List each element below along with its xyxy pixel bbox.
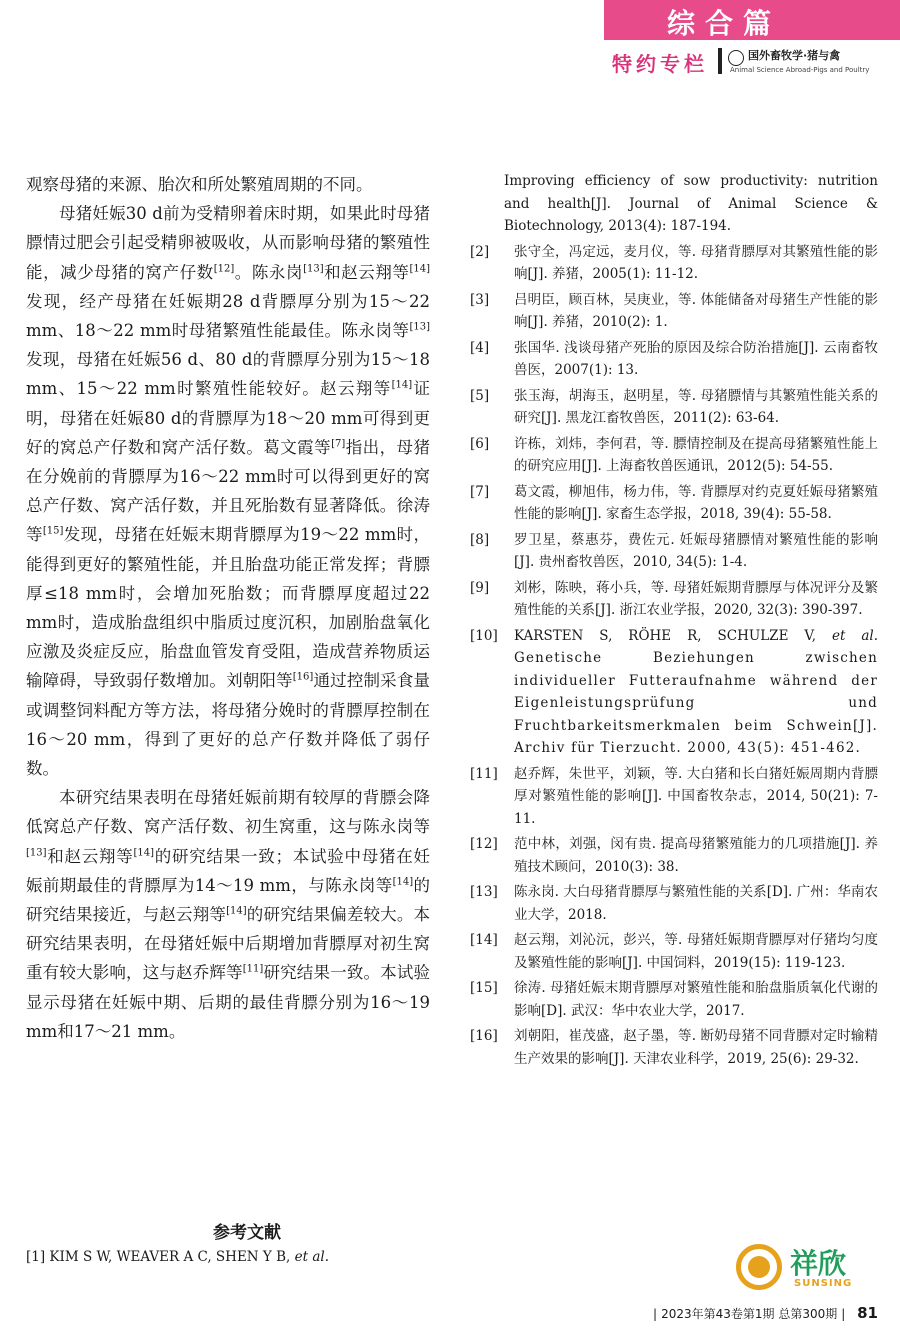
- reference-item: [9] 刘彬，陈映，蒋小兵，等. 母猪妊娠期背膘厚与体况评分及繁殖性能的关系[J]. 浙江农业学报，2020, 32(3): 390-397.: [470, 579, 878, 618]
- paragraph-3: 本研究结果表明在母猪妊娠前期有较厚的背膘会降低窝总产仔数、窝产活仔数、初生窝重，这与陈永岗等[13]和赵云翔等[14]的研究结果一致；本试验中母猪在妊娠前期最佳的背膘厚为14～19 mm，与陈永岗等[14]的研究结果接近，与赵云翔等[14]的研究结果偏差较大。本研究结果表明，在母猪妊娠中后期增加背膘厚对初生窝重有较大影响，这与赵乔辉等[11]研究结果一致。本试验显示母猪在妊娠中期、后期的最佳背膘分别为16～19 mm和17～21 mm。: [26, 788, 431, 1041]
- reference-item: [11] 赵乔辉，朱世平，刘颖，等. 大白猪和长白猪妊娠周期内背膘厚对繁殖性能的影响[J]. 中国畜牧杂志，2014, 50(21): 7-11.: [470, 765, 878, 827]
- sponsor-logo-en: SUNSING: [794, 1278, 853, 1289]
- reference-item: [4] 张国华. 浅谈母猪产死胎的原因及综合防治措施[J]. 云南畜牧兽医，2007(1): 13.: [470, 339, 878, 378]
- sponsor-logo: [736, 1238, 876, 1298]
- magazine-en-name: Animal Science Abroad-Pigs and Poultry: [730, 66, 870, 74]
- page-number: 81: [857, 1304, 878, 1322]
- reference-item: [16] 刘朝阳，崔茂盛，赵子墨，等. 断奶母猪不同背膘对定时输精生产效果的影响[J]. 天津农业科学，2019, 25(6): 29-32.: [470, 1028, 878, 1067]
- section-title: 综合篇: [666, 7, 781, 40]
- reference-item: [2] 张守全，冯定远，麦月仪，等. 母猪背膘厚对其繁殖性能的影响[J]. 养猪，2005(1): 11-12.: [470, 243, 878, 282]
- header-band: [604, 0, 900, 40]
- reference-item: [6] 许栋，刘炜，李何君，等. 膘情控制及在提高母猪繁殖性能上的研究应用[J]. 上海畜牧兽医通讯，2012(5): 54-55.: [470, 435, 878, 474]
- paragraph-1: 观察母猪的来源、胎次和所处繁殖周期的不同。: [26, 175, 373, 194]
- references-title: 参考文献: [213, 1223, 281, 1243]
- reference-item: [5] 张玉海，胡海玉，赵明星，等. 母猪膘情与其繁殖性能关系的研究[J]. 黑龙江畜牧兽医，2011(2): 63-64.: [470, 387, 878, 426]
- reference-item: [13] 陈永岗. 大白母猪背膘厚与繁殖性能的关系[D]. 广州：华南农业大学，2018.: [470, 884, 878, 923]
- header-sub: [604, 44, 900, 80]
- reference-item: [15] 徐涛. 母猪妊娠末期背膘厚对繁殖性能和胎盘脂质氧化代谢的影响[D]. 武汉：华中农业大学，2017.: [470, 980, 878, 1019]
- reference-list: [470, 170, 878, 1073]
- magazine-logo-icon: [728, 50, 744, 66]
- reference-item: [8] 罗卫星，蔡惠芬，费佐元. 妊娠母猪膘情对繁殖性能的影响[J]. 贵州畜牧兽医，2010, 34(5): 1-4.: [470, 531, 878, 570]
- reference-item: [12] 范中林，刘强，闵有贵. 提高母猪繁殖能力的几项措施[J]. 养殖技术顾问，2010(3): 38.: [470, 836, 878, 875]
- paragraph-2: 母猪妊娠30 d前为受精卵着床时期，如果此时母猪膘情过肥会引起受精卵被吸收，从而影响母猪的繁殖性能，减少母猪的窝产仔数[12]。陈永岗[13]和赵云翔等[14]发现，经产母猪在妊娠期28 d背膘厚分别为15～22 mm、18～22 mm时母猪繁殖性能最佳。陈永岗等[13]发现，母猪在妊娠56 d、80 d的背膘厚分别为15～18 mm、15～22 mm时繁殖性能较好。赵云翔等[14]证明，母猪在妊娠80 d的背膘厚为18～20 mm可得到更好的窝总产仔数和窝产活仔数。葛文霞等[7]指出，母猪在分娩前的背膘厚为16～22 mm时可以得到更好的窝总产仔数、窝产活仔数，并且死胎数有显著降低。徐涛等[15]发现，母猪在妊娠末期背膘厚为19～22 mm时，能得到更好的繁殖性能，并且胎盘功能正常发挥；背膘厚≤18 mm时，会增加死胎数；而背膘厚度超过22 mm时，造成胎盘组织中脂质过度沉积，加剧胎盘氧化应激及炎症反应，胎盘血管发育受阻，造成营养物质运输障碍，导致弱仔数增加。刘朝阳等[16]通过控制采食量或调整饲料配方等方法，将母猪分娩时的背膘厚控制在16～20 mm，得到了更好的总产仔数并降低了弱仔数。: [26, 204, 431, 779]
- sponsor-logo-core: [748, 1256, 770, 1278]
- reference-item: [14] 赵云翔，刘沁沅，彭兴，等. 母猪妊娠期背膘厚对仔猪均匀度及繁殖性能的影响[J]. 中国饲料，2019(15): 119-123.: [470, 932, 878, 971]
- page-footer: | 2023年第43卷第1期 总第300期 | 81: [653, 1304, 878, 1322]
- body-column: [26, 170, 430, 1046]
- header-divider: [718, 48, 722, 74]
- reference-1-continuation: Improving efficiency of sow productivity: nutrition and health[J]. Journal of Animal Science & Biotechnology, 2013(4): 187-194.: [504, 173, 878, 234]
- reference-item: [7] 葛文霞，柳旭伟，杨力伟，等. 背膘厚对约克夏妊娠母猪繁殖性能的影响[J]. 家畜生态学报，2018, 39(4): 55-58.: [470, 483, 878, 522]
- issue-info: 2023年第43卷第1期: [661, 1307, 775, 1321]
- sponsor-logo-cn: 祥欣: [790, 1247, 847, 1280]
- reference-1: [1] KIM S W, WEAVER A C, SHEN Y B, et al.: [26, 1249, 329, 1265]
- column-label: 特约专栏: [612, 52, 708, 76]
- total-issue: 总第300期: [778, 1307, 838, 1321]
- reference-item: [10] KARSTEN S, RÖHE R, SCHULZE V, et al. Genetische Beziehungen zwischen individueller Futteraufnahme während der Eigenleistungsprüfung und Fruchtbarkeitsmerkmalen beim Schwein[J]. Archiv für Tierzucht. 2000, 43(5): 451-462.: [470, 627, 878, 756]
- magazine-name: 国外畜牧学·猪与禽: [748, 49, 841, 62]
- reference-item: [3] 吕明臣，顾百林，吴庚业，等. 体能储备对母猪生产性能的影响[J]. 养猪，2010(2): 1.: [470, 291, 878, 330]
